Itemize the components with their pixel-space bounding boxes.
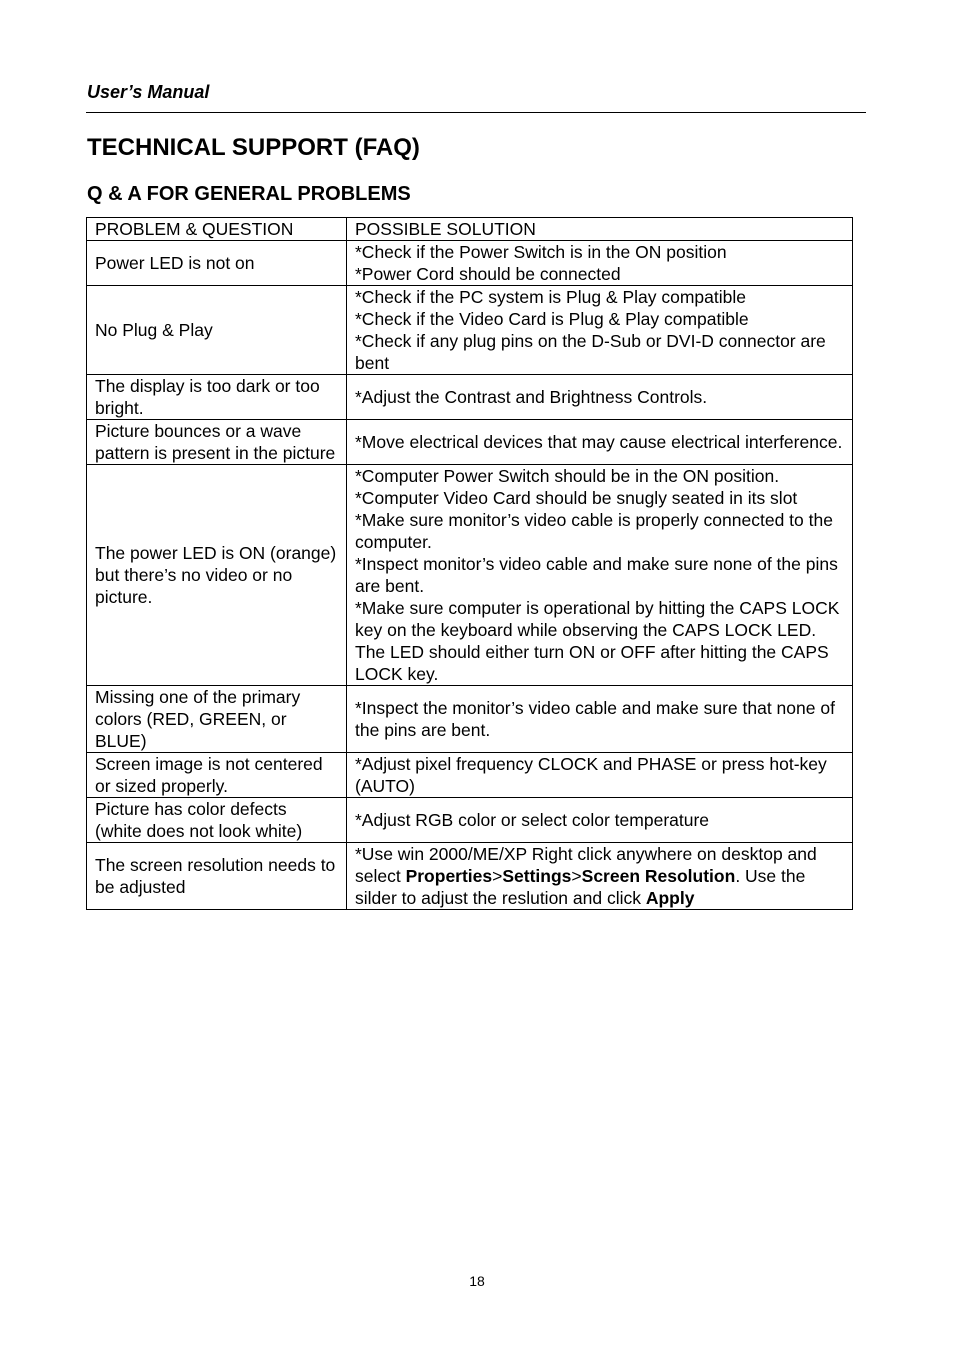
problem-text: Picture bounces or a wave pattern is present in the picture: [95, 421, 336, 463]
solution-bold-apply: Apply: [645, 888, 695, 908]
solution-cell: [347, 843, 853, 910]
solution-line: *Power Cord should be connected: [355, 264, 621, 284]
table-row: [87, 753, 853, 798]
solution-line: *Move electrical devices that may cause electrical interference.: [355, 432, 843, 452]
solution-cell: [347, 753, 853, 798]
solution-cell: [347, 420, 853, 465]
problem-text: Power LED is not on: [95, 253, 255, 273]
problem-text: Picture has color defects (white does not look white): [95, 799, 303, 841]
problem-text: The display is too dark or too bright.: [95, 376, 320, 418]
solution-cell: [347, 375, 853, 420]
problem-cell: [87, 686, 347, 753]
solution-bold-settings: Settings: [502, 866, 572, 886]
solution-line: *Adjust RGB color or select color temperature: [355, 810, 710, 830]
solution-line: *Check if the Power Switch is in the ON position: [355, 242, 727, 262]
problem-cell: [87, 420, 347, 465]
solution-line: *Make sure monitor’s video cable is properly connected to the computer.: [355, 510, 833, 552]
solution-line: *Check if any plug pins on the D-Sub or DVI-D connector are bent: [355, 331, 826, 373]
page-title: TECHNICAL SUPPORT (FAQ): [87, 134, 420, 161]
solution-separator: >: [492, 866, 503, 886]
faq-table: [86, 217, 853, 910]
column-header-solution: POSSIBLE SOLUTION: [347, 218, 853, 241]
header-title: User’s Manual: [87, 82, 210, 102]
solution-cell: [347, 798, 853, 843]
solution-cell: [347, 241, 853, 286]
solution-separator: >: [571, 866, 582, 886]
column-header-problem: PROBLEM & QUESTION: [87, 218, 347, 241]
problem-cell: The screen resolution needs to be adjusted: [87, 843, 347, 910]
solution-line: *Check if the PC system is Plug & Play compatible: [355, 287, 746, 307]
solution-cell: [347, 286, 853, 375]
problem-text: The power LED is ON (orange) but there’s no video or no picture.: [95, 543, 337, 607]
solution-cell: [347, 465, 853, 686]
table-row: [87, 686, 853, 753]
table-header-row: [87, 218, 853, 241]
solution-line: *Inspect monitor’s video cable and make sure none of the pins are bent.: [355, 554, 838, 596]
solution-bold-properties: Properties: [405, 866, 493, 886]
solution-line: *Computer Power Switch should be in the ON position.: [355, 466, 780, 486]
solution-line: *Check if the Video Card is Plug & Play compatible: [355, 309, 749, 329]
table-row: [87, 241, 853, 286]
table-row: [87, 843, 853, 910]
solution-line: *Adjust the Contrast and Brightness Controls.: [355, 387, 708, 407]
problem-text: Screen image is not centered or sized properly.: [95, 754, 323, 796]
page-number: 18: [469, 1273, 485, 1289]
problem-cell: [87, 798, 347, 843]
solution-line: *Make sure computer is operational by hitting the CAPS LOCK key on the keyboard while observing the CAPS LOCK LED. The LED should either turn ON or OFF after hitting the CAPS LOCK key.: [355, 598, 840, 684]
table-row: [87, 798, 853, 843]
solution-line: *Adjust pixel frequency CLOCK and PHASE or press hot-key (AUTO): [355, 754, 827, 796]
header-divider: [86, 112, 866, 113]
table-row: [87, 375, 853, 420]
solution-text: *Use win 2000/ME/XP Right click anywhere on desktop and select: [355, 844, 817, 886]
solution-bold-screen-resolution: Screen Resolution: [581, 866, 736, 886]
problem-cell: [87, 753, 347, 798]
table-row: [87, 286, 853, 375]
solution-cell: [347, 686, 853, 753]
solution-line: *Computer Video Card should be snugly seated in its slot: [355, 488, 798, 508]
problem-cell: [87, 286, 347, 375]
problem-cell: [87, 241, 347, 286]
solution-text: . Use the silder to adjust the reslution and click: [355, 866, 806, 908]
table-row: [87, 465, 853, 686]
problem-cell: [87, 465, 347, 686]
solution-line: *Inspect the monitor’s video cable and make sure that none of the pins are bent.: [355, 698, 835, 740]
table-row: [87, 420, 853, 465]
problem-cell: [87, 375, 347, 420]
problem-text: No Plug & Play: [95, 320, 213, 340]
problem-text: Missing one of the primary colors (RED, GREEN, or BLUE): [95, 687, 301, 751]
section-title: Q & A FOR GENERAL PROBLEMS: [87, 183, 411, 205]
